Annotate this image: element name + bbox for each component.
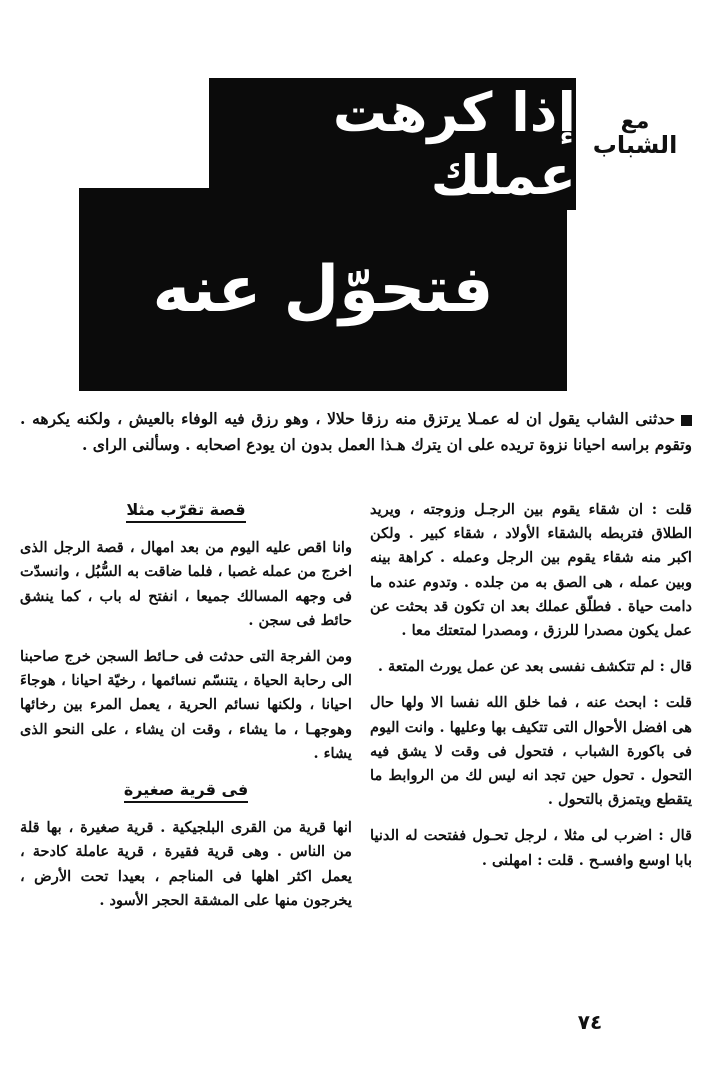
intro-text: حدثنى الشاب يقول ان له عمـلا يرتزق منه رزقا حلالا ، وهو رزق فيه الوفاء بالعيش ، ولكنه يكرهه . وتقوم براسه احيانا نزوة تريده على ان يترك هـذا العمل بدون ان يودع اصحابه . وسألنى الراى . [20, 409, 692, 454]
paragraph: وانا اقص عليه اليوم من بعد امهال ، قصة الرجل الذى اخرج من عمله غصبا ، فلما ضاقت به السُّبُل ، وانسدّت فى وجهه المسالك جميعا ، انفتح له باب ، كما ينشق حائط فى سجن . [20, 539, 352, 629]
section-tag [585, 110, 685, 158]
title-box-upper [209, 78, 576, 210]
section-tag-line1: مع [620, 109, 650, 134]
paragraph: قال : اضرب لى مثلا ، لرجل تحـول ففتحت له الدنيا بابا اوسع وافسـح . قلت : امهلنى . [370, 827, 692, 869]
title-line-1: إذا كرهت عملك [332, 81, 576, 207]
left-column [20, 498, 352, 925]
subheading-text: قصة تقرّب مثلا [126, 500, 245, 523]
title-box-lower [79, 188, 567, 391]
subheading [20, 778, 352, 802]
title-line-2: فتحوّل عنه [152, 252, 494, 327]
paragraph: انها قرية من القرى البلجيكية . قرية صغيرة ، بها قلة من الناس . وهى قرية فقيرة ، قرية عاملة كادحة ، يعمل اكثر اهلها فى المناجم ، بعيدا تحت الأرض ، يخرجون منها على المشقة الحجر الأسود . [20, 819, 352, 909]
paragraph: ومن الفرجة التى حدثت فى حـائط السجن خرج صاحبنا الى رحابة الحياة ، يتنسّم نسائمها ، رخيّة احيانا ، هوجاءَ احيانا ، ولكنها نسائم الحرية ، يعمل المرء بين رخائها وهوجهـا ، ما يشاء ، وقت ان يشاء ، على النحو الذى يشاء . [20, 648, 352, 762]
square-bullet-icon [681, 415, 692, 426]
intro-paragraph [20, 406, 692, 458]
paragraph: قلت : ابحث عنه ، فما خلق الله نفسا الا ولها حال هى افضل الأحوال التى تتكيف بها وعليها . وانت اليوم فى باكورة الشباب ، فتحول فى وقت لا يشق فيه التحول . تحول حين تجد انه ليس لك من الروابط ما يتقطع ويتمزق بالتحول . [370, 694, 692, 809]
subheading [20, 498, 352, 522]
paragraph: قال : لم تتكشف نفسى بعد عن عمل يورث المتعة . [377, 658, 692, 676]
subheading-text: فى قرية صغيرة [124, 780, 248, 803]
right-column [370, 498, 692, 885]
page-number: ٧٤ [577, 1010, 603, 1034]
section-tag-line2: الشباب [592, 131, 678, 160]
paragraph: قلت : ان شقاء يقوم بين الرجـل وزوجته ، ويريد الطلاق فتربطه بالشقاء الأولاد ، شقاء كبير . ولكن اكبر منه شقاء يقوم بين الرجل وعمله . كراهة بينه وبين عمله ، هى الصق به من جلده . وتدوم عنده ما دامت حياة . فطلّق عملك بعد ان تكون قد بحثت عن عمل يكون مصدرا للرزق ، ومصدرا لمتعتك معا . [370, 501, 692, 640]
